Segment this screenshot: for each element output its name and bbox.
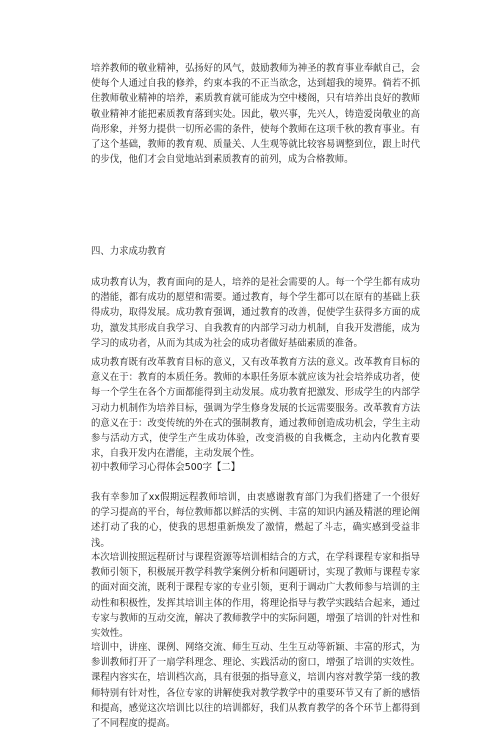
paragraph-reform-significance: 成功教育既有改革教育目标的意义，又有改革教育方法的意义。改革教育目标的意义在于：教育的本质任务。教师的本职任务原本就应该为社会培养成功者，使每一个学生在各个方面都能得到主动发展。成功教育把激发、形成学生的内部学习动力机制作为培养目标，强调为学生修身发展的长远需要服务。改革教育方法的意义在于：改变传统的外在式的强制教育，通过教师创造成功机会，学生主动参与活动方式，使学生产生成功体验，改变消极的自我概念，主动内化教育要求，自我开发内在潜能，主动发展个性。 <box>91 357 420 460</box>
paragraph-training-method: 本次培训按照远程研讨与课程资源等培训相结合的方式，在学科课程专家和指导教师引领下，积极展开教学科教学案例分析和问题研讨，实现了教师与课程专家的面对面交流，既利于课程专家的专业引领，更利于调动广大教师参与培训的主动性和积极性，发挥其培训主体的作用，将理论指导与教学实践结合起来，通过专家与教师的互动交流，解决了教师教学中的实际问题，增强了培训的针对性和实效性。 <box>91 552 420 640</box>
paragraph-success-education: 成功教育认为，教育面向的是人，培养的是社会需要的人。每一个学生都有成功的潜能，都有成功的愿望和需要。通过教育，每个学生都可以在原有的基础上获得成功，取得发展。成功教育强调，通过教育的改善，促使学生获得多方面的成功，激发其形成自我学习、自我教育的内部学习动力机制，自我开发潜能，成为学习的成功者，从而为其成为社会的成功者做好基础素质的准备。 <box>91 277 420 349</box>
paragraph-training-gratitude: 我有幸参加了xx假期远程教师培训，由衷感谢教育部门为我们搭建了一个很好的学习提高的平台，每位教师都以鲜活的实例、丰富的知识内涵及精湛的理论阐述打动了我的心，使我的思想重新焕发了激情，燃起了斗志，确实感到受益非浅。 <box>91 492 420 549</box>
section-heading-reflection: 初中教师学习心得体会500字【二】 <box>91 462 241 473</box>
section-heading-success-education: 四、力求成功教育 <box>91 246 167 257</box>
paragraph-training-forms: 培训中，讲座、课例、网络交流、师生互动、生生互动等新颖、丰富的形式，为参训教师打开了一扇学科理念、理论、实践活动的窗口，增强了培训的实效性。课程内容实在，培训档次高，具有很强的指导意义，培训内容对教学第一线的教师特别有针对性，各位专家的讲解使我对教学教学中的重要环节又有了新的感悟和提高，感觉这次培训比以往的培训都好，我们从教育教学的各个环节上都得到了不同程度的提高。 <box>91 642 420 730</box>
paragraph-teacher-dedication: 培养教师的敬业精神，弘扬好的风气，鼓励教师为神圣的教育事业奉献自己，会使每个人通过自我的修养，约束本我的不正当欲念，达到超我的境界。倘若不抓住教师敬业精神的培养，素质教育就可能成为空中楼阁，只有培养出良好的教师敬业精神才能把素质教育落到实处。因此，敬兴事，先兴人，铸造爱岗敬业的高尚形象，并努力提供一切所必需的条件，使每个教师在这项千秋的教育事业。有了这个基础，教师的教育观、质量关、人生观等就比较容易调整到位，跟上时代的步伐，他们才会自觉地站到素质教育的前列，成为合格教师。 <box>91 63 420 166</box>
